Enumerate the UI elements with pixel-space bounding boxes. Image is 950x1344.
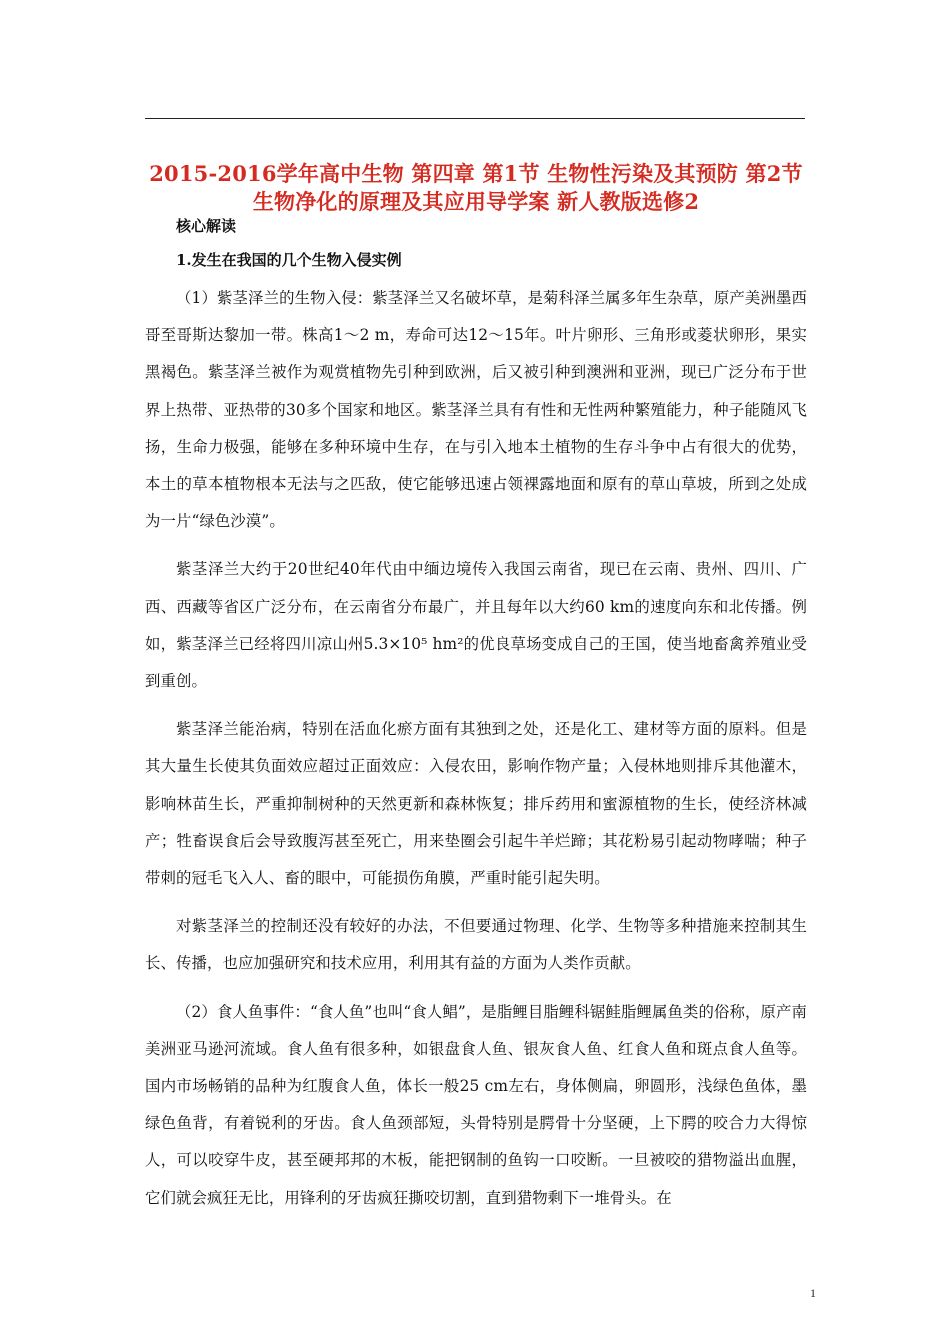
paragraph-eupatorium-spread: 紫茎泽兰大约于20世纪40年代由中缅边境传入我国云南省，现已在云南、贵州、四川、广西、西藏等省区广泛分布，在云南省分布最广，并且每年以大约60 km的速度向东和北传播。例如，紫茎泽兰已经将四川凉山州5.3×10⁵ hm²的优良草场变成自己的王国，使当地畜禽养殖业受到重创。 <box>145 560 807 691</box>
paragraph-eupatorium-effects: 紫茎泽兰能治病，特别在活血化瘀方面有其独到之处，还是化工、建材等方面的原料。但是其大量生长使其负面效应超过正面效应：入侵农田，影响作物产量；入侵林地则排斥其他灌木，影响林苗生长，严重抑制树种的天然更新和森林恢复；排斥药用和蜜源植物的生长，使经济林减产；牲畜误食后会导致腹泻甚至死亡，用来垫圈会引起牛羊烂蹄；其花粉易引起动物哮喘；种子带刺的冠毛飞入人、畜的眼中，可能损伤角膜，严重时能引起失明。 <box>145 720 807 888</box>
section-heading: 核心解读 <box>176 217 237 235</box>
page-number: 1 <box>810 1286 816 1300</box>
document-body <box>145 216 807 1217</box>
paragraph-eupatorium-intro: （1）紫茎泽兰的生物入侵：紫茎泽兰又名破坏草，是菊科泽兰属多年生杂草，原产美洲墨西哥至哥斯达黎加一带。株高1～2 m，寿命可达12～15年。叶片卵形、三角形或菱状卵形，果实黑褐色。紫茎泽兰被作为观赏植物先引种到欧洲，后又被引种到澳洲和亚洲，现已广泛分布于世界上热带、亚热带的30多个国家和地区。紫茎泽兰具有有性和无性两种繁殖能力，种子能随风飞扬，生命力极强，能够在多种环境中生存，在与引入地本土植物的生存斗争中占有很大的优势，本土的草本植物根本无法与之匹敌，使它能够迅速占领裸露地面和原有的草山草坡，所到之处成为一片“绿色沙漠”。 <box>145 289 807 531</box>
paragraph-eupatorium-control: 对紫茎泽兰的控制还没有较好的办法，不但要通过物理、化学、生物等多种措施来控制其生长、传播，也应加强研究和技术应用，利用其有益的方面为人类作贡献。 <box>145 917 807 973</box>
subsection-heading: 1.发生在我国的几个生物入侵实例 <box>176 251 402 269</box>
document-title: 2015-2016学年高中生物 第四章 第1节 生物性污染及其预防 第2节 生物净化的原理及其应用导学案 新人教版选修2 <box>149 161 803 214</box>
header-rule <box>145 118 805 119</box>
paragraph-piranha: （2）食人鱼事件：“食人鱼”也叫“食人鲳”，是脂鲤目脂鲤科锯鲑脂鲤属鱼类的俗称，原产南美洲亚马逊河流域。食人鱼有很多种，如银盘食人鱼、银灰食人鱼、红食人鱼和斑点食人鱼等。国内市场畅销的品种为红腹食人鱼，体长一般25 cm左右，身体侧扁，卵圆形，浅绿色鱼体，墨绿色鱼背，有着锐利的牙齿。食人鱼颈部短，头骨特别是腭骨十分坚硬，上下腭的咬合力大得惊人，可以咬穿牛皮，甚至硬邦邦的木板，能把钢制的鱼钩一口咬断。一旦被咬的猎物溢出血腥，它们就会疯狂无比，用锋利的牙齿疯狂撕咬切割，直到猎物剩下一堆骨头。在 <box>145 1002 807 1207</box>
